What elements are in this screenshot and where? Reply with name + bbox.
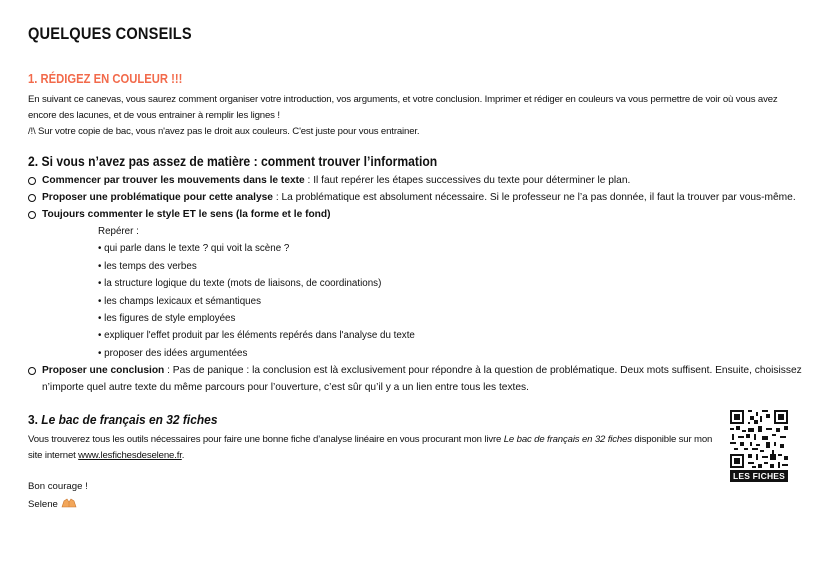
sub-list-item: • la structure logique du texte (mots de liaisons, de coordinations): [98, 275, 808, 292]
section-1-body: [28, 92, 808, 140]
bullet-bold: Toujours commenter le style ET le sens (la forme et le fond): [42, 209, 331, 220]
section-1-paragraph: En suivant ce canevas, vous saurez comment organiser votre introduction, vos arguments, et votre conclusion. Imprimer et rédiger en couleurs va vous permettre de voir où vous avez encore des lacunes, et de vous entrainer à remplir les lignes !: [28, 94, 778, 121]
sub-list-item: • proposer des idées argumentées: [98, 345, 808, 362]
qr-code-icon: [730, 410, 788, 468]
sub-list: [98, 223, 808, 362]
circle-bullet-icon: [28, 211, 36, 219]
section-3-text: .: [181, 450, 185, 462]
section-3-book-title: Le bac de français en 32 fiches: [41, 412, 218, 428]
page-title: QUELQUES CONSEILS: [28, 24, 192, 43]
sub-list-item: • les champs lexicaux et sémantiques: [98, 293, 808, 310]
section-3-title: [28, 412, 746, 430]
circle-bullet-icon: [28, 367, 36, 375]
bullet-bold: Proposer une conclusion: [42, 365, 165, 377]
book-title: Le bac de français en 32 fiches: [503, 434, 632, 446]
sub-list-item: • les figures de style employées: [98, 310, 808, 327]
section-3-text: Vous trouverez tous les outils nécessaires pour faire une bonne fiche d’analyse linéaire en vous procurant mon livre: [28, 434, 504, 446]
heart-hands-icon: [61, 498, 77, 508]
qr-code[interactable]: [730, 410, 788, 482]
sub-list-item: • expliquer l'effet produit par les éléments repérés dans l'analyse du texte: [98, 327, 808, 344]
section-1-title: 1. RÉDIGEZ EN COULEUR !!!: [28, 72, 183, 86]
sub-list-item: • qui parle dans le texte ? qui voit la scène ?: [98, 240, 808, 257]
bullet-bold: Commencer par trouver les mouvements dans le texte: [42, 175, 305, 186]
closing-greeting: Bon courage !: [28, 481, 88, 493]
section-3-number: 3.: [28, 412, 42, 428]
section-3-text: disponible sur mon site internet: [28, 434, 713, 462]
qr-code-label: LES FICHES: [730, 470, 788, 482]
bullet-bold: Proposer une problématique pour cette analyse: [42, 192, 273, 203]
document-page: [28, 24, 808, 514]
section-2-list: [28, 172, 808, 396]
sub-list-item: • les temps des verbes: [98, 258, 808, 275]
list-item: [28, 189, 808, 206]
list-item: [28, 362, 808, 396]
bullet-text: : La problématique est absolument nécessaire. Si le professeur ne l’a pas donnée, il faut la trouver par vous-même.: [272, 192, 796, 203]
circle-bullet-icon: [28, 194, 36, 202]
list-item: [28, 206, 808, 223]
section-1-warning: /!\ Sur votre copie de bac, vous n'avez pas le droit aux couleurs. C'est juste pour vous entrainer.: [28, 126, 420, 137]
signature: Selene: [28, 499, 58, 511]
bullet-text: : Il faut repérer les étapes successives du texte pour déterminer le plan.: [304, 175, 631, 186]
sub-list-intro: Repérer :: [98, 226, 139, 237]
section-3-paragraph: [28, 432, 728, 464]
signature-line: [28, 496, 808, 514]
circle-bullet-icon: [28, 177, 36, 185]
website-link[interactable]: www.lesfichesdeselene.fr: [78, 450, 182, 462]
closing: [28, 478, 808, 514]
section-3: [28, 412, 808, 482]
list-item: [28, 172, 808, 189]
bullet-text: : Pas de panique : la conclusion est là exclusivement pour répondre à la question de problématique. Deux mots suffisent. Ensuite, choisissez n’importe quel autre texte du même parcours pour l’ouverture, c’est sûr qu’il y a un lien entre tous les textes.: [42, 365, 802, 394]
section-2-title: 2. Si vous n’avez pas assez de matière : comment trouver l’information: [28, 154, 438, 169]
